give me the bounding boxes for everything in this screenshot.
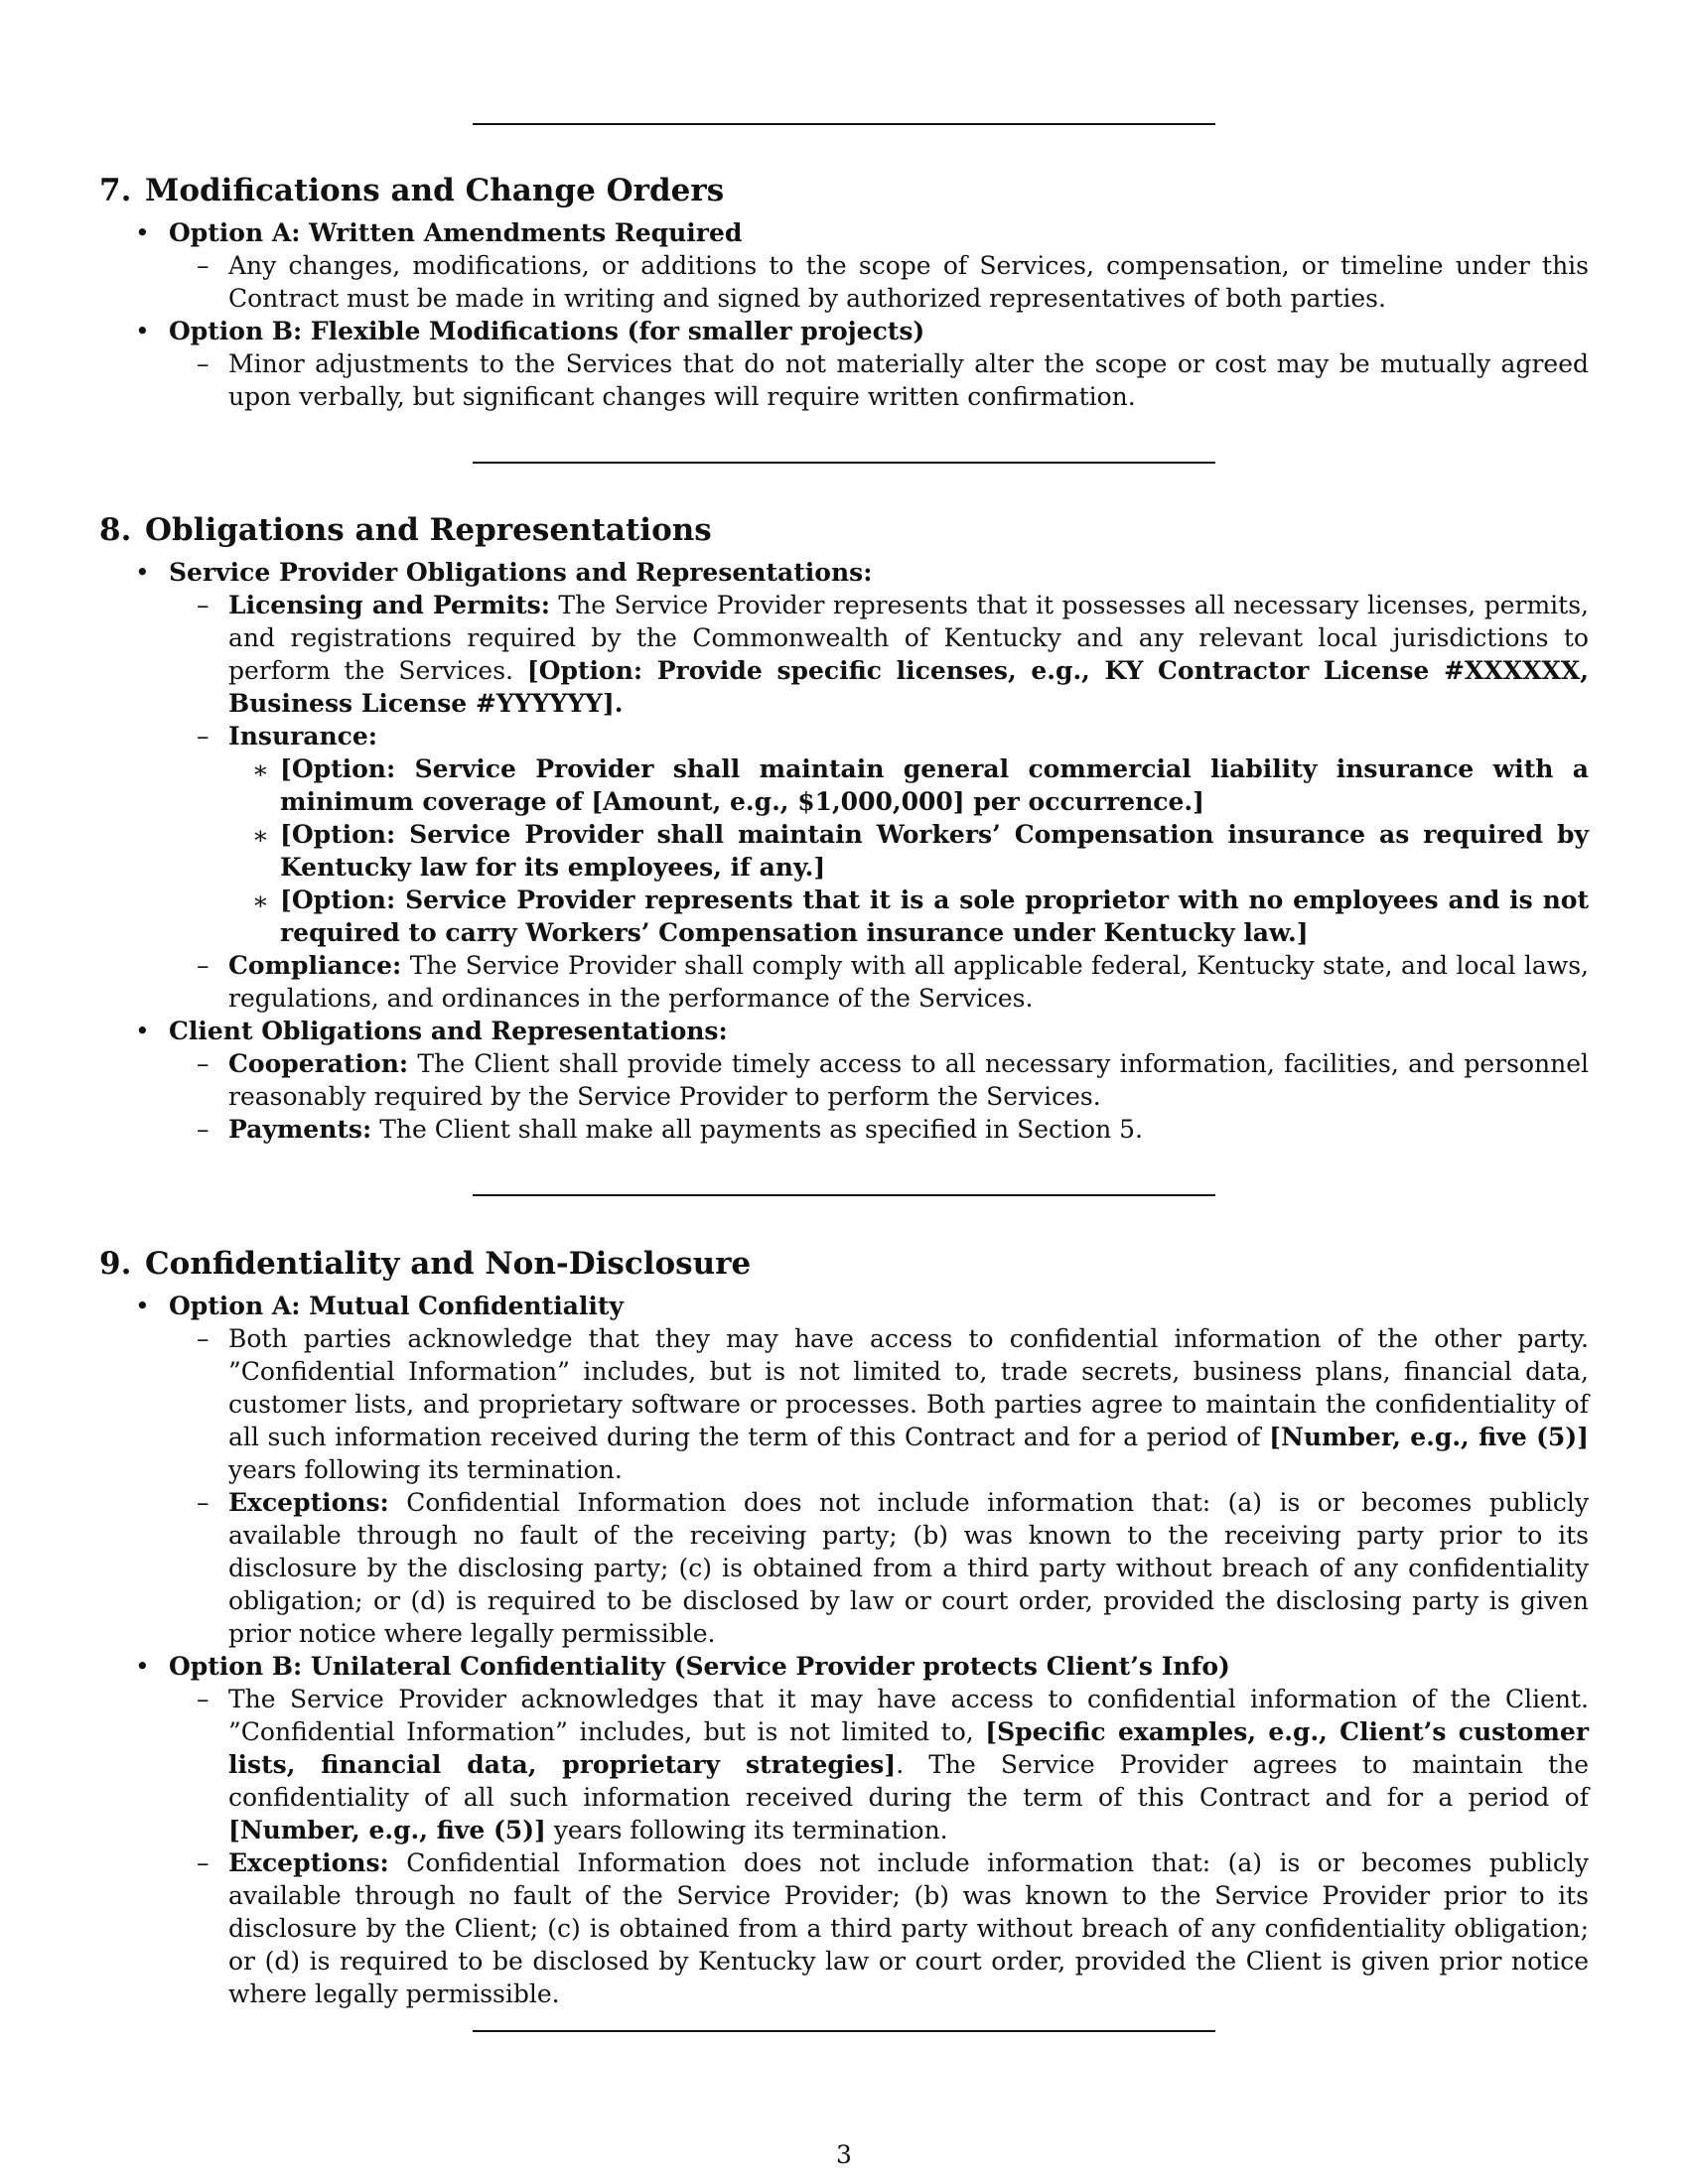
list-item: – Compliance: The Service Provider shall comply with all applicable federal, Kentucky state, and local laws, regulations, and ordinances in the performance of the Services. [197, 951, 1589, 1013]
list-item: – Both parties acknowledge that they may have access to confidential information of the other party. ”Confidential Information” includes, but is not limited to, trade secrets, business plans, financial data, customer lists, and proprietary software or processes. Both parties agree to maintain the confidentiality of all such information received during the term of this Contract and for a period of [Number, e.g., five (5)] years following its termination. [197, 1324, 1589, 1484]
list-item: • Option A: Mutual Confidentiality – Both parties acknowledge that they may have access to confidential information of the other party. ”Confidential Information” includes, but is not limited to, trade secrets, business plans, financial data, customer lists, and proprietary software or processes. Both parties agree to maintain the confidentiality of all such information received during the term of this Contract and for a period of [Number, e.g., five (5)] years following its termination. – Exceptions: Confidential Information does not include information that: (a) is or becomes publicly available through no fault of the receiving party; (b) was known to the receiving party prior to its disclosure by the disclosing party; (c) is obtained from a third party without breach of any confidentiality obligation; or (d) is required to be disclosed by law or court order, provided the disclosing party is given prior notice where legally permissible. [135, 1292, 1589, 1648]
option-heading: Option A: Mutual Confidentiality [169, 1292, 624, 1320]
option-heading: Option A: Written Amendments Required [169, 218, 743, 247]
list-item: • Option B: Flexible Modifications (for smaller projects) – Minor adjustments to the Services that do not materially alter the scope or cost may be mutually agreed upon verbally, but significant changes will require written confirmation. [135, 317, 1589, 411]
list-item: – Any changes, modifications, or additions to the scope of Services, compensation, or timeline under this Contract must be made in writing and signed by authorized representatives of both parties. [197, 251, 1589, 313]
list-item: • Service Provider Obligations and Representations: – Licensing and Permits: The Service Provider represents that it possesses all necessary licenses, permits, and registrations required by the Commonwealth of Kentucky and any relevant local jurisdictions to perform the Services. [Option: Provide specific licenses, e.g., KY Contractor License #XXXXXX, Business License #YYYYYY]. – Insurance: ∗ [Option: Service Provider shall maintain general commercial liability insurance with a minimum coverage of [Amount, e.g., $1,000,000] per occurrence.] ∗ [Option: Service Provider shall maintain Workers’ Compensation insurance as required by Kentucky law for its employees, if any.] ∗ [Option: Service Provider represents that it is a sole proprietor with no employees and is not required to carry Workers’ Compensation insurance under Kentucky law.] – Compliance: The Service Provider shall comply with all applicable federal, Kentucky state, and local laws, regulations, and ordinances in the performance of the Services. [135, 558, 1589, 1013]
page-number: 3 [836, 2140, 852, 2169]
list-item: • Option B: Unilateral Confidentiality (Service Provider protects Client’s Info) – The Service Provider acknowledges that it may have access to confidential information of the Client. ”Confidential Information” includes, but is not limited to, [Specific examples, e.g., Client’s customer lists, financial data, proprietary strategies]. The Service Provider agrees to maintain the confidentiality of all such information received during the term of this Contract and for a period of [Number, e.g., five (5)] years following its termination. – Exceptions: Confidential Information does not include information that: (a) is or becomes publicly available through no fault of the Service Provider; (b) was known to the Service Provider prior to its disclosure by the Client; (c) is obtained from a third party without breach of any confidentiality obligation; or (d) is required to be disclosed by Kentucky law or court order, provided the Client is given prior notice where legally permissible. [135, 1652, 1589, 2008]
option-heading: Option B: Flexible Modifications (for smaller projects) [169, 317, 925, 345]
option-heading: Option B: Unilateral Confidentiality (Service Provider protects Client’s Info) [169, 1652, 1230, 1681]
list-item: – Minor adjustments to the Services that do not materially alter the scope or cost may be mutually agreed upon verbally, but significant changes will require written confirmation. [197, 349, 1589, 411]
section-heading: 8. Obligations and Representations [99, 512, 712, 548]
list-item: ∗ [Option: Service Provider shall maintain Workers’ Compensation insurance as required by Kentucky law for its employees, if any.] [252, 820, 1589, 882]
section-8 [99, 510, 1589, 1146]
list-item: – Licensing and Permits: The Service Provider represents that it possesses all necessary licenses, permits, and registrations required by the Commonwealth of Kentucky and any relevant local jurisdictions to perform the Services. [Option: Provide specific licenses, e.g., KY Contractor License #XXXXXX, Business License #YYYYYY]. [197, 591, 1589, 718]
subsection-heading: Service Provider Obligations and Representations: [169, 558, 873, 587]
list-item: ∗ [Option: Service Provider shall maintain general commercial liability insurance with a minimum coverage of [Amount, e.g., $1,000,000] per occurrence.] [252, 754, 1589, 816]
list-item: – The Service Provider acknowledges that it may have access to confidential information of the Client. ”Confidential Information” includes, but is not limited to, [Specific examples, e.g., Client’s customer lists, financial data, proprietary strategies]. The Service Provider agrees to maintain the confidentiality of all such information received during the term of this Contract and for a period of [Number, e.g., five (5)] years following its termination. [197, 1685, 1589, 1844]
list-item: • Client Obligations and Representations: – Cooperation: The Client shall provide timely access to all necessary information, facilities, and personnel reasonably required by the Service Provider to perform the Services. – Payments: The Client shall make all payments as specified in Section 5. [135, 1017, 1589, 1144]
list-item: – Cooperation: The Client shall provide timely access to all necessary information, facilities, and personnel reasonably required by the Service Provider to perform the Services. [197, 1049, 1589, 1111]
section-divider [473, 1194, 1215, 1196]
list-item: • Option A: Written Amendments Required – Any changes, modifications, or additions to the scope of Services, compensation, or timeline under this Contract must be made in writing and signed by authorized representatives of both parties. [135, 218, 1589, 313]
list-item: – Insurance: ∗ [Option: Service Provider shall maintain general commercial liability insurance with a minimum coverage of [Amount, e.g., $1,000,000] per occurrence.] ∗ [Option: Service Provider shall maintain Workers’ Compensation insurance as required by Kentucky law for its employees, if any.] ∗ [Option: Service Provider represents that it is a sole proprietor with no employees and is not required to carry Workers’ Compensation insurance under Kentucky law.] [197, 722, 1589, 947]
list-item: – Exceptions: Confidential Information does not include information that: (a) is or becomes publicly available through no fault of the Service Provider; (b) was known to the Service Provider prior to its disclosure by the Client; (c) is obtained from a third party without breach of any confidentiality obligation; or (d) is required to be disclosed by Kentucky law or court order, provided the Client is given prior notice where legally permissible. [197, 1848, 1589, 2008]
section-divider [473, 2030, 1215, 2032]
list-item: – Exceptions: Confidential Information does not include information that: (a) is or becomes publicly available through no fault of the receiving party; (b) was known to the receiving party prior to its disclosure by the disclosing party; (c) is obtained from a third party without breach of any confidentiality obligation; or (d) is required to be disclosed by law or court order, provided the disclosing party is given prior notice where legally permissible. [197, 1488, 1589, 1648]
section-divider [473, 462, 1215, 464]
section-7 [99, 171, 1589, 413]
section-heading: 9. Confidentiality and Non-Disclosure [99, 1246, 752, 1282]
section-9 [99, 1244, 1589, 2010]
section-heading: 7. Modifications and Change Orders [99, 173, 725, 208]
list-item: – Payments: The Client shall make all payments as specified in Section 5. [197, 1115, 1143, 1144]
subsection-heading: Client Obligations and Representations: [169, 1017, 728, 1045]
list-item: ∗ [Option: Service Provider represents that it is a sole proprietor with no employees and is not required to carry Workers’ Compensation insurance under Kentucky law.] [252, 886, 1589, 947]
section-divider [473, 123, 1215, 125]
